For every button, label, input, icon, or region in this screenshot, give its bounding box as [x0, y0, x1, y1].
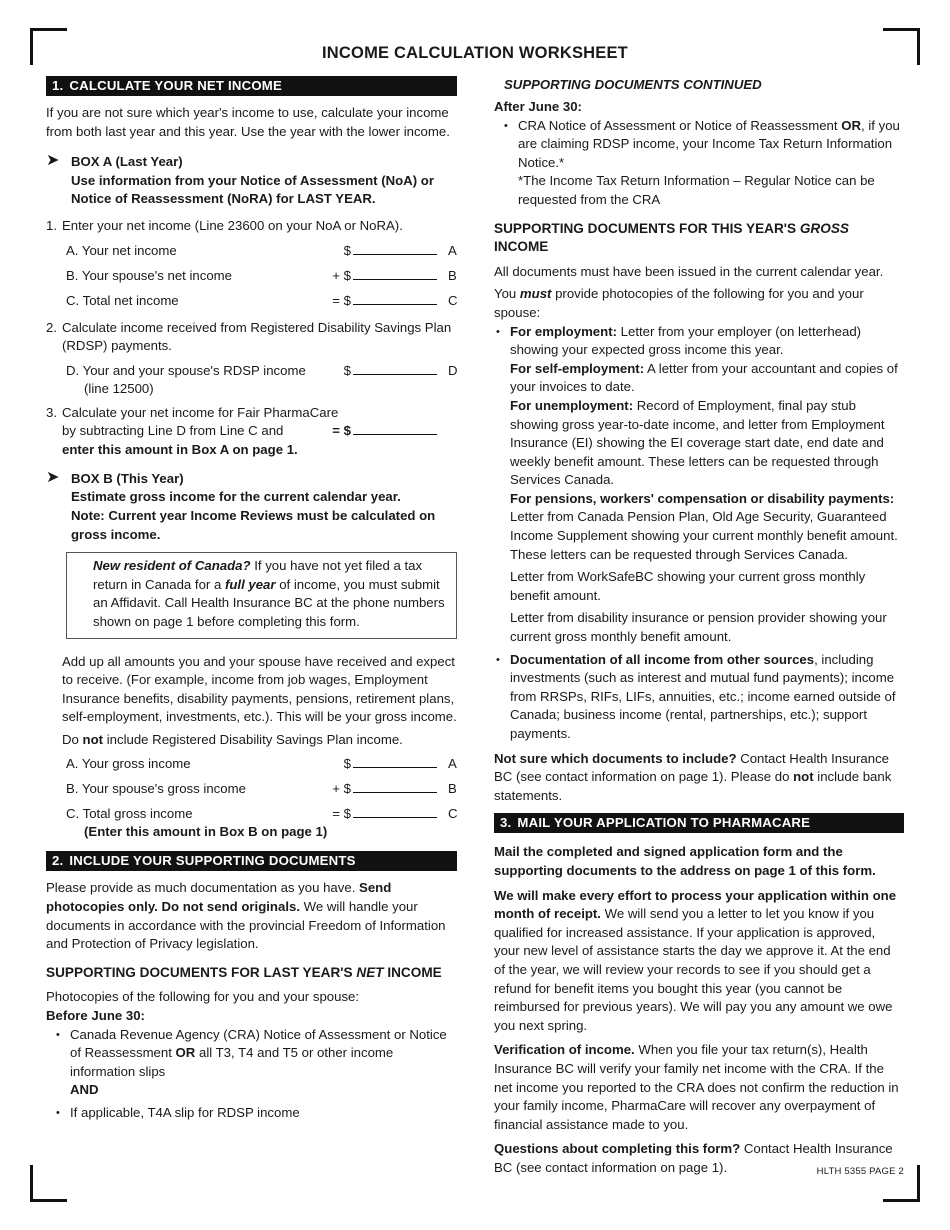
- line-spouse-net-income: B. Your spouse's net income + $ B: [66, 267, 457, 283]
- step-2: 2. Calculate income received from Registered Disability Savings Plan (RDSP) payments.: [46, 319, 452, 354]
- page-title: INCOME CALCULATION WORKSHEET: [322, 44, 628, 62]
- line-net-income: A. Your net income $ A: [66, 242, 457, 258]
- gross-income-docs-list: [494, 323, 904, 744]
- total-net-income-field[interactable]: [353, 292, 437, 305]
- photocopies-note: Photocopies of the following for you and your spouse:: [46, 989, 360, 1005]
- after-june-list: [494, 117, 904, 173]
- page-footer: HLTH 5355 PAGE 2: [816, 1166, 904, 1178]
- spouse-gross-income-field[interactable]: [353, 780, 437, 793]
- must-provide-note: You must provide photocopies of the following for you and your spouse:: [494, 286, 864, 320]
- section-1-intro: If you are not sure which year's income to use, calculate your income from both last year and this year. Use the year with the lower income.: [46, 105, 450, 139]
- section-2-intro: Please provide as much documentation as you have. Send photocopies only. Do not send originals. We will handle your documents in accordance with the provincial Freedom of Information and Protection of Privacy legislation.: [46, 880, 446, 952]
- line-gross-income: A. Your gross income $ A: [66, 756, 457, 772]
- box-a-heading: ➤ BOX A (Last Year) Use information from your Notice of Assessment (NoA) or Notice of Reassessment (NoRA) for LAST YEAR.: [46, 152, 434, 207]
- total-gross-income-field[interactable]: [353, 805, 437, 818]
- mail-instructions: Mail the completed and signed application form and the supporting documents to the address on page 1 of this form.: [494, 844, 876, 878]
- current-year-note: All documents must have been issued in the current calendar year.: [494, 263, 884, 279]
- spouse-net-income-field[interactable]: [353, 267, 437, 280]
- verification-note: Verification of income. When you file your tax return(s), Health Insurance BC will verify your family net income with the CRA. If the net income you reported to the CRA does not confirm the reduction in your family income, PharmaCare will recover any overpayment of financial assistance made to you.: [494, 1042, 899, 1132]
- section-2-heading: 2. INCLUDE YOUR SUPPORTING DOCUMENTS: [46, 851, 457, 871]
- line-rdsp-income: D. Your and your spouse's RDSP income (line 12500) $ D: [66, 362, 458, 396]
- line-spouse-gross-income: B. Your spouse's gross income + $ B: [66, 781, 457, 797]
- box-b-lines: [46, 753, 457, 843]
- continued-heading: SUPPORTING DOCUMENTS CONTINUED: [504, 77, 762, 92]
- fair-pharmacare-net-income-field[interactable]: [353, 422, 437, 435]
- after-june-footnote: *The Income Tax Return Information – Regular Notice can be requested from the CRA: [518, 173, 875, 207]
- right-column: [494, 76, 904, 1177]
- add-up-instructions: Add up all amounts you and your spouse have received and expect to receive. (For example, income from job wages, Employment Insurance benefits, disability payments, pensions, retirement plans, self-employment, investments, etc.). This will be your gross income.: [62, 653, 457, 725]
- net-income-field[interactable]: [353, 242, 437, 255]
- questions-note: Questions about completing this form? Contact Health Insurance BC (see contact information on page 1).: [494, 1141, 893, 1175]
- list-item: • For employment: Letter from your employer (on letterhead) showing your expected gross income this year. For self-employment: A letter from your accountant and copies of your invoices to date. For unemployment: Record of Employment, final pay stub showing gross year-to-date income, and letter from Employment Insurance (EI) showing the EI coverage start date, end date and weekly benefit amount. These letters can be requested through Services Canada. For pensions, workers' compensation or disability payments: Letter from Canada Pension Plan, Old Age Security, Guaranteed Income Supplement showing your current monthly benefit amount. These letters can be requested through Services Canada. Letter from WorkSafeBC showing your current gross monthly benefit amount. Letter from disability insurance or pension provider showing your current gross monthly benefit amount.: [494, 323, 904, 647]
- arrow-right-icon: ➤: [46, 152, 60, 170]
- list-item: • CRA Notice of Assessment or Notice of Reassessment OR, if you are claiming RDSP income, your Income Tax Return Information Notice.*: [494, 117, 904, 173]
- this-year-docs-heading: SUPPORTING DOCUMENTS FOR THIS YEAR'S GROSS INCOME: [494, 220, 849, 255]
- list-item: • If applicable, T4A slip for RDSP income: [46, 1104, 457, 1123]
- rdsp-exclusion-note: Do not include Registered Disability Savings Plan income.: [62, 731, 403, 747]
- last-year-docs-heading: SUPPORTING DOCUMENTS FOR LAST YEAR'S NET INCOME: [46, 964, 442, 980]
- arrow-right-icon: ➤: [46, 468, 60, 486]
- list-item: • Documentation of all income from other sources, including investments (such as interest and mutual fund payments); income from RRSPs, RIFs, LIFs, annuities, etc.; income earned outside of Canada; business income (rental, partnerships, etc.); support payments.: [494, 651, 904, 744]
- before-june-list: [46, 1026, 457, 1123]
- box-b-heading: ➤ BOX B (This Year) Estimate gross income for the current calendar year. Note: Current year Income Reviews must be calculated on gross income.: [46, 468, 436, 542]
- crop-mark-bottom-left: [30, 1165, 67, 1202]
- before-june-heading: Before June 30:: [46, 1008, 145, 1024]
- line-total-net-income: C. Total net income = $ C: [66, 292, 458, 308]
- processing-note: We will make every effort to process your application within one month of receipt. We will send you a letter to let you know if you qualified for increased assistance. If your application is approved, your new level of assistance starts the day we approve it. At the end of the year, we will review your records to see if you should get a refund for benefit items you bought this year (you cannot be reimbursed for previous years). We will pay you any amount we owe you next spring.: [494, 887, 897, 1033]
- after-june-heading: After June 30:: [494, 99, 582, 114]
- step-1: 1. Enter your net income (Line 23600 on your NoA or NoRA).: [46, 217, 403, 233]
- section-3-heading: 3. MAIL YOUR APPLICATION TO PHARMACARE: [494, 813, 904, 833]
- box-a-lines: [46, 240, 457, 315]
- left-column: [46, 76, 457, 1123]
- line-total-gross-income: C. Total gross income (Enter this amount in Box B on page 1) = $ C: [66, 806, 458, 840]
- not-sure-note: Not sure which documents to include? Contact Health Insurance BC (see contact information on page 1). Please do not include bank statements.: [494, 750, 892, 803]
- new-resident-notice: New resident of Canada? If you have not yet filed a tax return in Canada for a full year of income, you must submit an Affidavit. Call Health Insurance BC at the phone numbers shown on page 1 before completing this form.: [66, 552, 457, 638]
- section-1-heading: 1. CALCULATE YOUR NET INCOME: [46, 76, 457, 96]
- step-3: 3. Calculate your net income for Fair PharmaCare by subtracting Line D from Line C and enter this amount in Box A on page 1. = $: [46, 404, 457, 460]
- list-item: • Canada Revenue Agency (CRA) Notice of Assessment or Notice of Reassessment OR all T3, T4 and T5 or other income information slips AND: [46, 1026, 457, 1100]
- gross-income-field[interactable]: [353, 755, 437, 768]
- rdsp-income-field[interactable]: [353, 362, 437, 375]
